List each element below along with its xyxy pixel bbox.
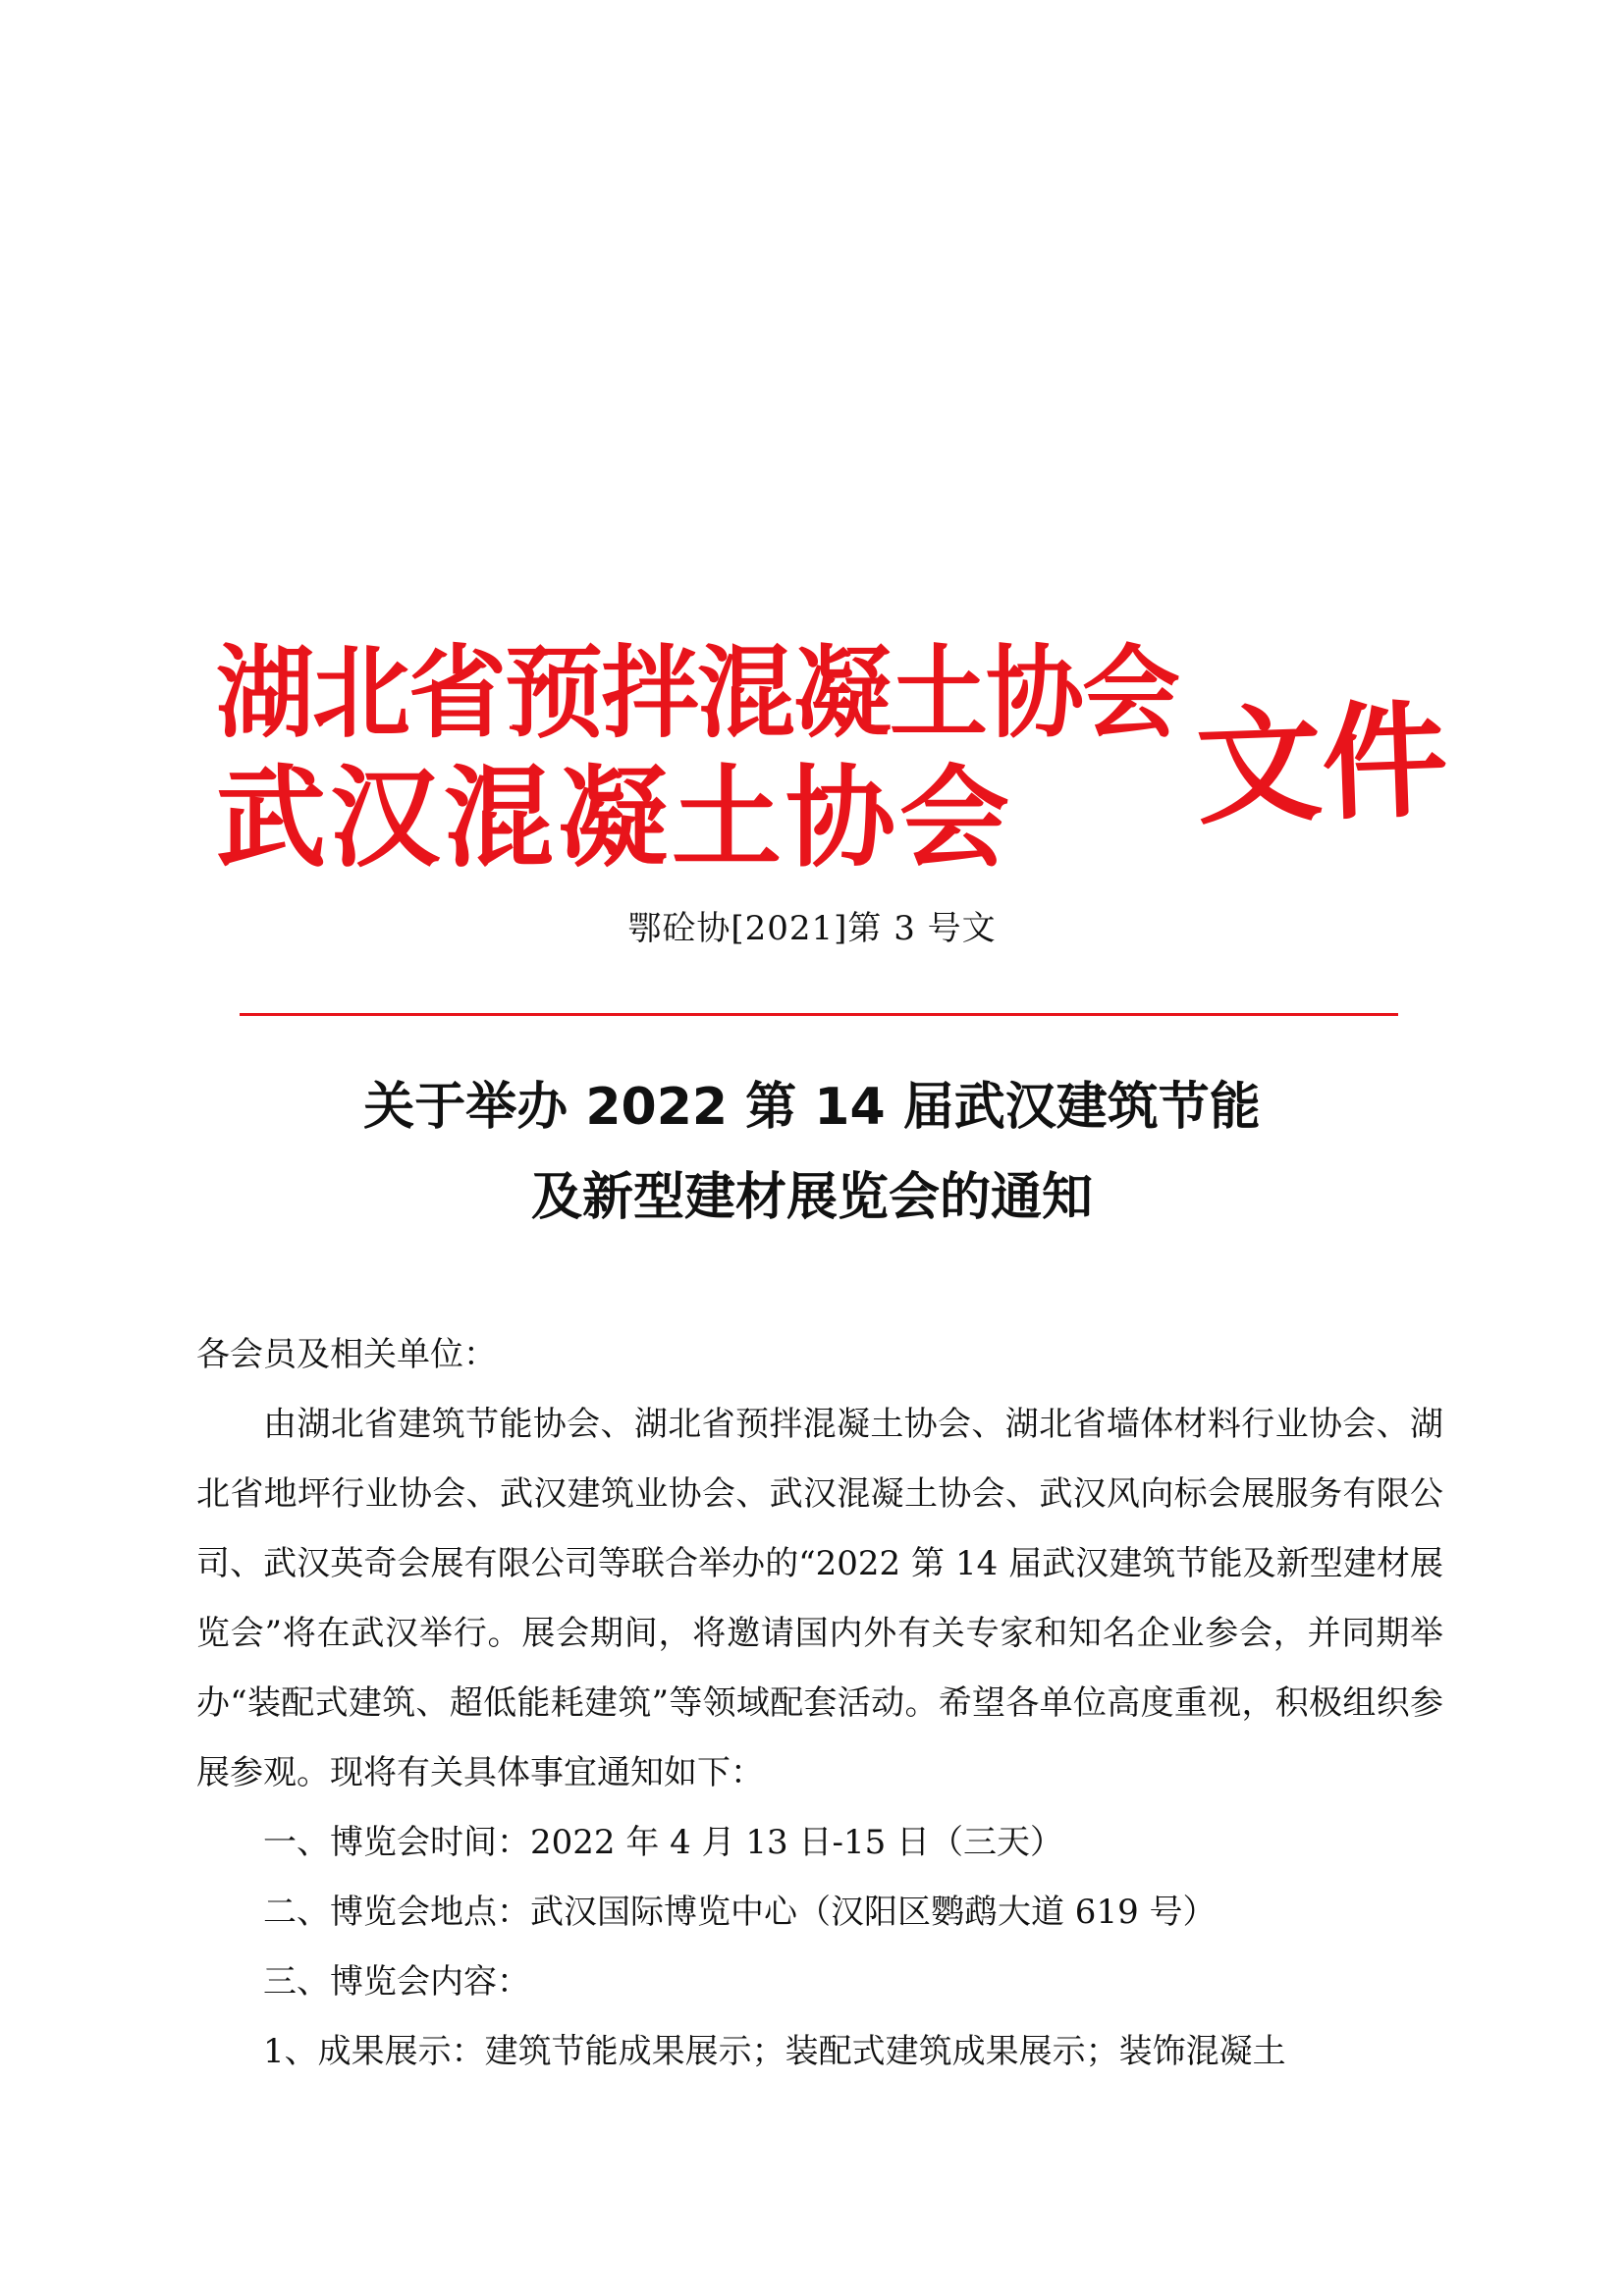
letterhead [196,599,1453,882]
salutation: 各会员及相关单位： [196,1335,497,1374]
document-number: 鄂砼协[2021]第 3 号文 [627,909,997,948]
letterhead-doc-suffix: 文件 [1193,687,1450,843]
letterhead-org-wuhan: 武汉混凝土协会 [216,755,1013,882]
red-divider-line [240,1013,1398,1016]
expo-location-item: 二、博览会地点：武汉国际博览中心（汉阳区鹦鹉大道 619 号） [263,1893,1217,1932]
expo-time-item: 一、博览会时间：2022 年 4 月 13 日-15 日（三天） [263,1823,1064,1862]
intro-paragraph: 由湖北省建筑节能协会、湖北省预拌混凝土协会、湖北省墙体材料行业协会、湖北省地坪行业协会、武汉建筑业协会、武汉混凝土协会、武汉风向标会展服务有限公司、武汉英奇会展有限公司等联合举办的“2022 第 14 届武汉建筑节能及新型建材展览会”将在武汉举行。展会期间，将邀请国内外有关专家和知名企业参会，并同期举办“装配式建筑、超低能耗建筑”等领域配套活动。希望各单位高度重视，积极组织参展参观。现将有关具体事宜通知如下： [196,1405,1443,1792]
notice-body [196,1320,1443,2087]
expo-content-item-1: 1、成果展示：建筑节能成果展示；装配式建筑成果展示；装饰混凝土 [263,2032,1286,2071]
letterhead-org-hubei: 湖北省预拌混凝土协会 [216,634,1178,752]
notice-title-line-2: 及新型建材展览会的通知 [530,1168,1093,1227]
notice-title-line-1: 关于举办 2022 第 14 届武汉建筑节能 [363,1078,1261,1137]
expo-content-heading: 三、博览会内容： [263,1962,530,2002]
